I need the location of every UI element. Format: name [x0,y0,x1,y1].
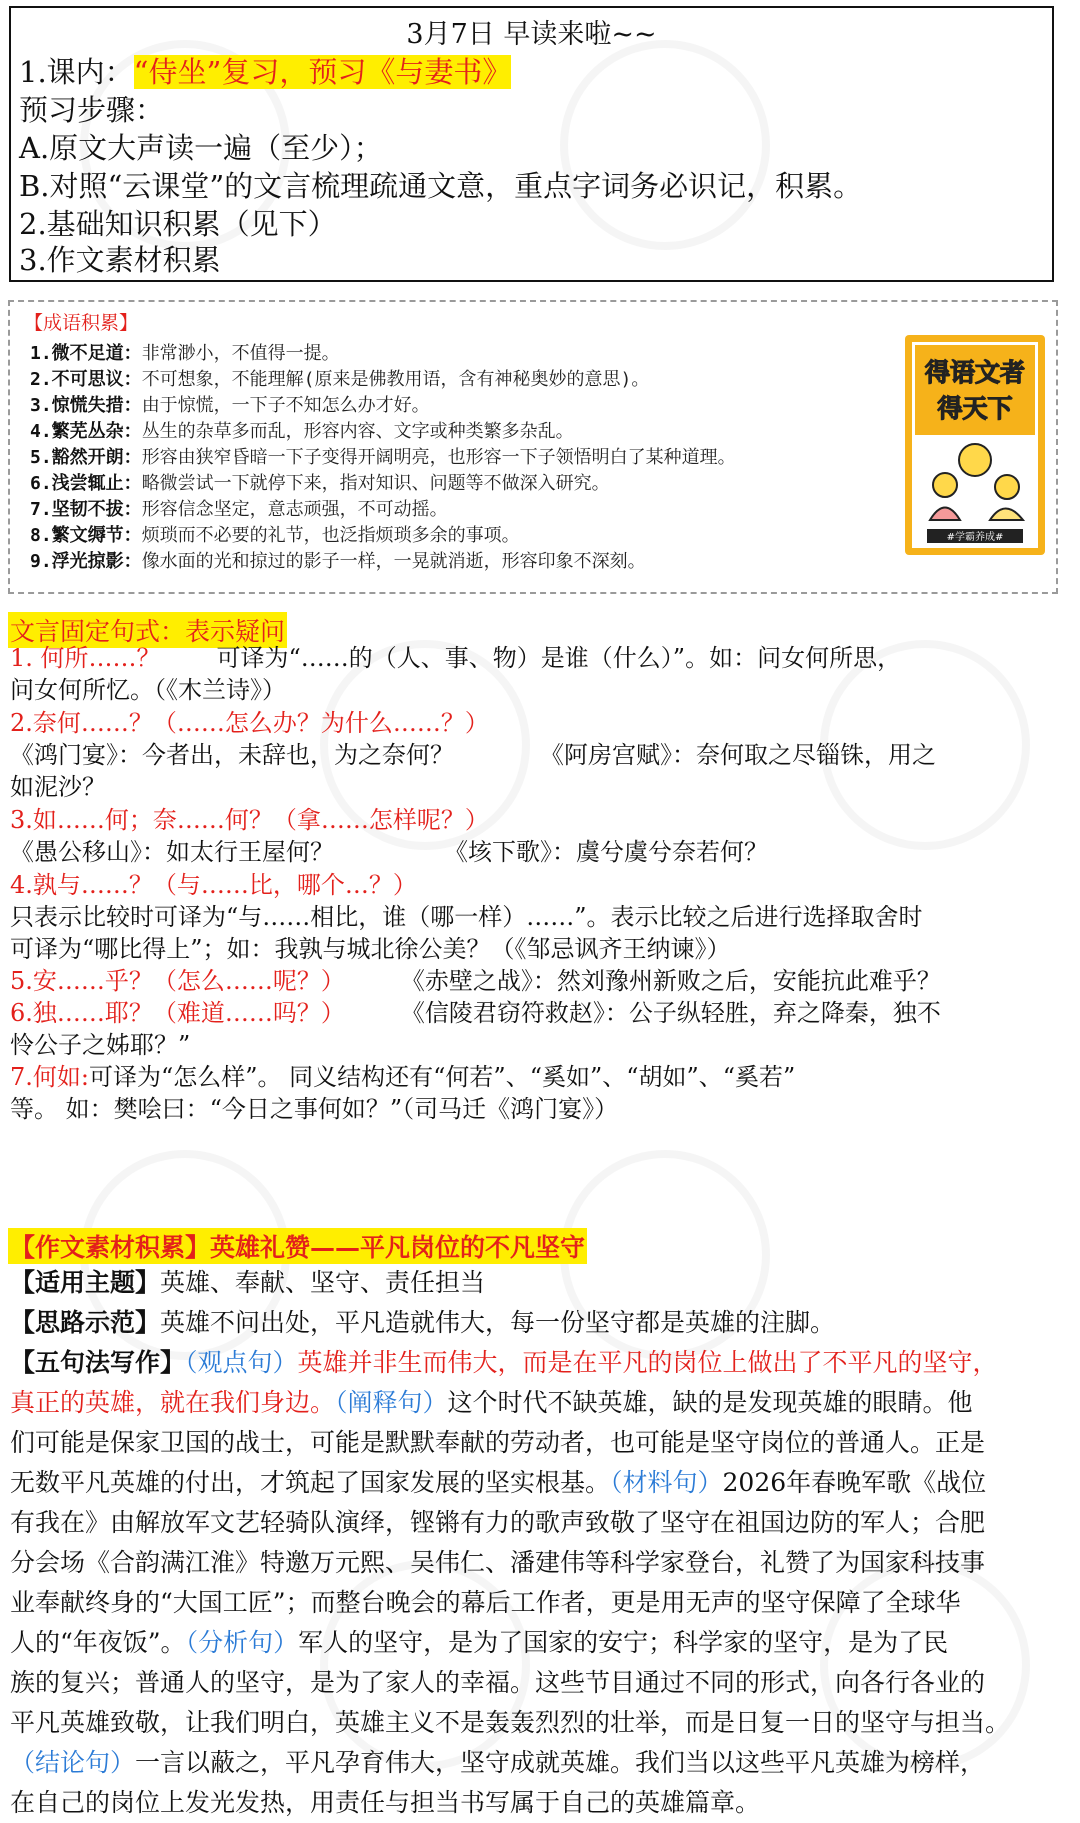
book-cover-illustration [905,335,1045,555]
pattern-3: 3.如……何；奈……何？（拿……怎样呢？） [10,806,489,834]
item-1-highlight: “侍坐”复习，预习《与妻书》 [133,55,512,89]
essay-theme: 【适用主题】英雄、奉献、坚守、责任担当 [10,1268,486,1297]
pattern-6-cont: 怜公子之姊耶？” [10,1031,191,1059]
idiom-item: 6.浅尝辄止：略微尝试一下就停下来，指对知识、问题等不做深入研究。 [30,473,610,494]
pattern-2: 2.奈何……？（……怎么办？为什么……？） [10,709,489,737]
idiom-box [8,300,1058,594]
idiom-item: 5.豁然开朗：形容由狭窄昏暗一下子变得开阔明亮，也形容一下子领悟明白了某种道理。 [30,447,736,468]
essay-line: 【五句法写作】（观点句）英雄并非生而伟大，而是在平凡的岗位上做出了不平凡的坚守， [10,1348,998,1377]
pattern-2-example: 《鸿门宴》：今者出，未辞也，为之奈何？ 《阿房宫赋》：奈何取之尽锱铢，用之 [10,741,936,769]
book-title-line2: 得天下 [937,394,1013,423]
pattern-3-example: 《愚公移山》：如太行王屋何？ 《垓下歌》：虞兮虞兮奈若何？ [10,838,768,866]
essay-idea: 【思路示范】英雄不问出处，平凡造就伟大，每一份坚守都是英雄的注脚。 [10,1308,836,1337]
book-tag: #学霸养成# [946,532,1004,543]
essay-line: 分会场《合韵满江淮》特邀万元熙、吴伟仁、潘建伟等科学家登台，礼赞了为国家科技事 [10,1548,986,1577]
pattern-5: 5.安……乎？（怎么……呢？） 《赤壁之战》：然刘豫州新败之后，安能抗此难乎？ [10,967,941,995]
essay-line: 真正的英雄，就在我们身边。（阐释句）这个时代不缺英雄，缺的是发现英雄的眼睛。他 [10,1388,973,1417]
essay-line: 人的“年夜饭”。（分析句）军人的坚守，是为了国家的安宁；科学家的坚守，是为了民 [10,1628,949,1657]
pattern-4-text: 只表示比较时可译为“与……相比，谁（哪一样）……”。表示比较之后进行选择取舍时 [10,903,923,931]
pattern-1: 1. 何所……？ 可译为“……的（人、事、物）是谁（什么）”。如：问女何所思， [10,644,902,672]
patterns-title: 文言固定句式：表示疑问 [8,612,287,648]
page-title: 3月7日 早读来啦~~ [406,19,657,50]
essay-line: 无数平凡英雄的付出，才筑起了国家发展的坚实根基。（材料句）2026年春晚军歌《战位 [10,1468,987,1497]
pattern-6: 6.独……耶？（难道……吗？） 《信陵君窃符救赵》：公子纵轻胜，弃之降秦，独不 [10,999,941,1027]
essay-line: 有我在》由解放军文艺轻骑队演绎，铿锵有力的歌声致敬了坚守在祖国边防的军人；合肥 [10,1508,986,1537]
item-3: 3.作文素材积累 [19,243,221,277]
idiom-item: 7.坚韧不拔：形容信念坚定，意志顽强，不可动摇。 [30,499,448,520]
idiom-item: 2.不可思议：不可想象，不能理解(原来是佛教用语，含有神秘奥妙的意思)。 [30,369,650,390]
idiom-item: 8.繁文缛节：烦琐而不必要的礼节，也泛指烦琐多余的事项。 [30,525,520,546]
essay-line: 业奉献终身的“大国工匠”；而整台晚会的幕后工作者，更是用无声的坚守保障了全球华 [10,1588,961,1617]
book-cover-image [905,335,1045,555]
pattern-4: 4.孰与……？（与……比，哪个…？） [10,871,417,899]
idiom-header: 【成语积累】 [24,312,139,334]
pattern-4-text-cont: 可译为“哪比得上”；如：我孰与城北徐公美？（《邹忌讽齐王纳谏》） [10,935,731,963]
pattern-7: 7.何如:可译为“怎么样”。 同义结构还有“何若”、“奚如”、“胡如”、“奚若” [10,1063,796,1091]
idiom-item: 9.浮光掠影：像水面的光和掠过的影子一样，一晃就消逝，形容印象不深刻。 [30,551,646,572]
idiom-item: 1.微不足道：非常渺小，不值得一提。 [30,343,340,364]
essay-line: 平凡英雄致敬，让我们明白，英雄主义不是轰轰烈烈的壮举，而是日复一日的坚守与担当。 [10,1708,1011,1737]
step-b: B.对照“云课堂”的文言梳理疏通文意，重点字词务必识记，积累。 [19,169,863,203]
item-2: 2.基础知识积累（见下） [19,207,337,241]
essay-line: 在自己的岗位上发光发热，用责任与担当书写属于自己的英雄篇章。 [10,1788,761,1817]
pattern-7-cont: 等。 如：樊哙曰：“今日之事何如？”（司马迁《鸿门宴》） [10,1095,619,1123]
steps-label: 预习步骤： [19,93,165,127]
essay-line: （结论句）一言以蔽之，平凡孕育伟大，坚守成就英雄。我们当以这些平凡英雄为榜样， [10,1748,986,1777]
essay-title: 【作文素材积累】英雄礼赞——平凡岗位的不凡坚守 [8,1228,587,1264]
item-1: 1.课内：“侍坐”复习，预习《与妻书》 [19,55,512,89]
book-title-line1: 得语文者 [924,358,1026,387]
idiom-item: 4.繁芜丛杂：丛生的杂草多而乱，形容内容、文字或种类繁多杂乱。 [30,421,574,442]
intro-box [9,6,1054,282]
step-a: A.原文大声读一遍（至少）； [19,131,383,165]
essay-line: 族的复兴；普通人的坚守，是为了家人的幸福。这些节目通过不同的形式，向各行各业的 [10,1668,986,1697]
pattern-2-example-cont: 如泥沙？ [10,773,106,801]
idiom-item: 3.惊慌失措：由于惊慌，一下子不知怎么办才好。 [30,395,430,416]
pattern-1-cont: 问女何所忆。（《木兰诗》） [10,676,286,704]
essay-line: 们可能是保家卫国的战士，可能是默默奉献的劳动者，也可能是坚守岗位的普通人。正是 [10,1428,986,1457]
